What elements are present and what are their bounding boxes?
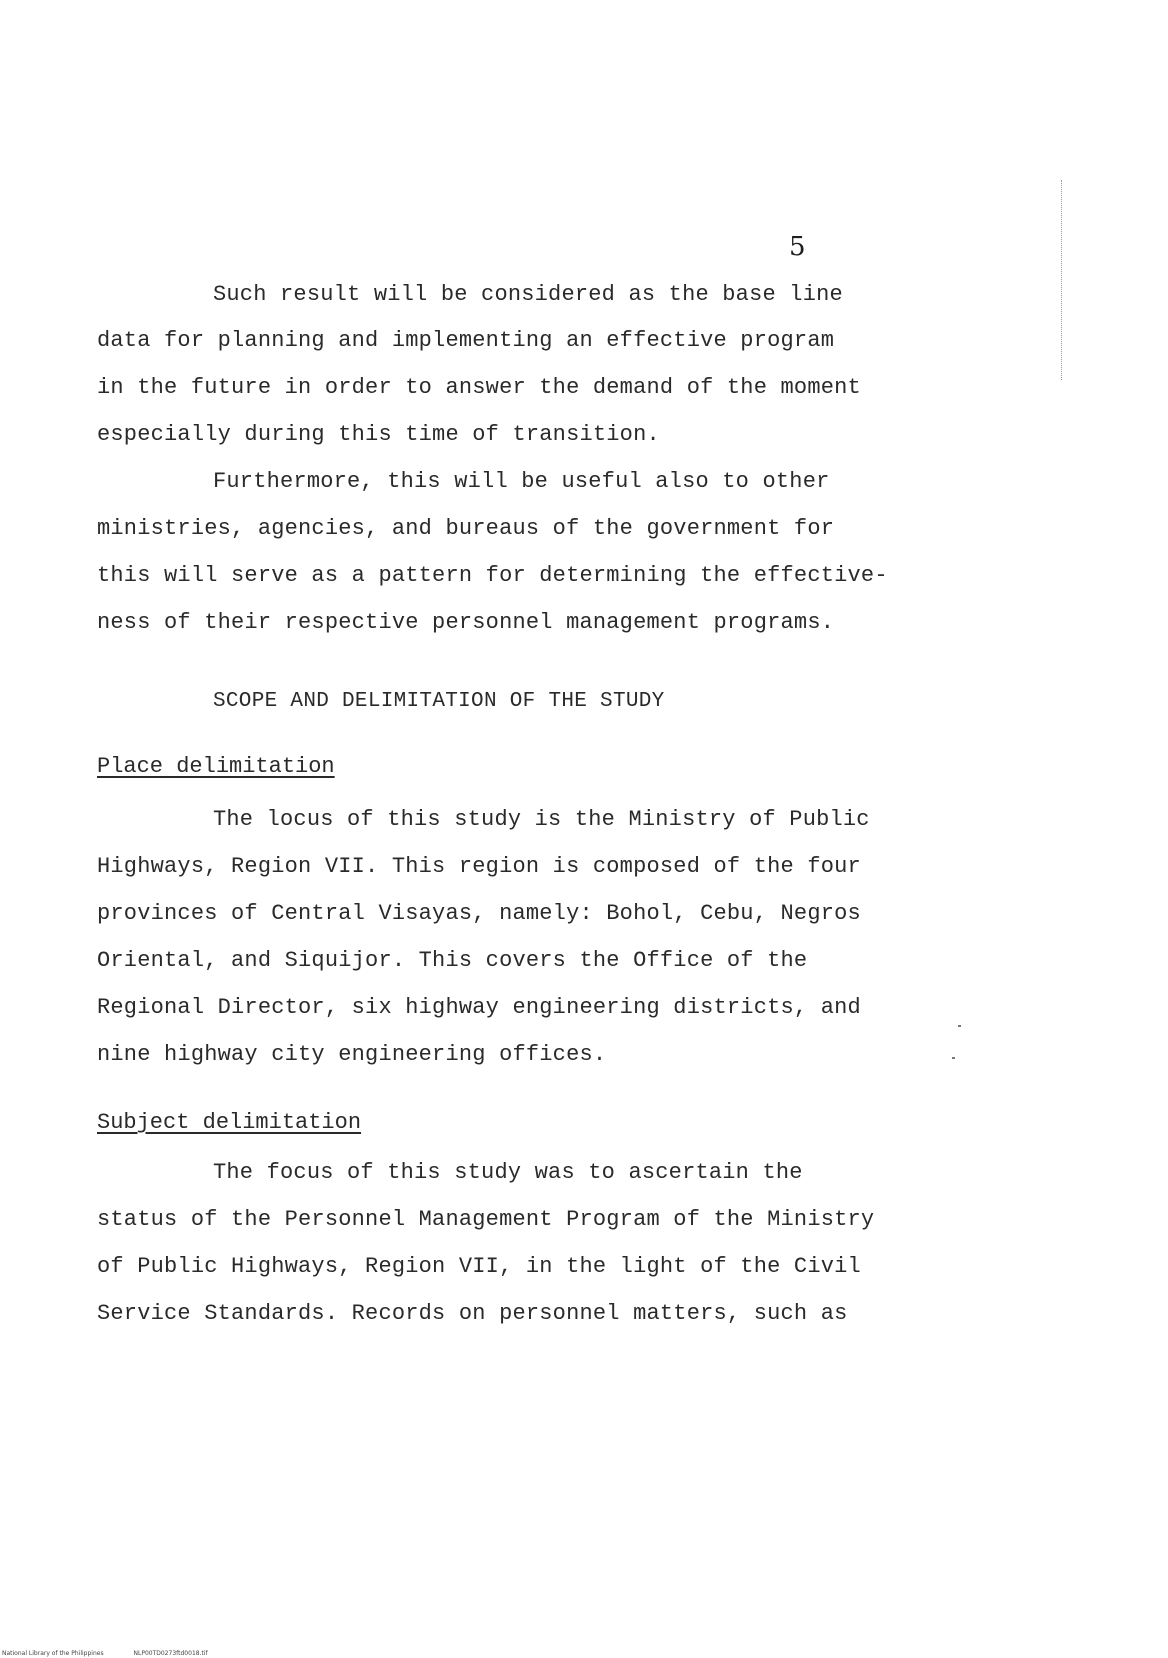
paragraph1-line: Such result will be considered as the base line: [213, 282, 843, 307]
footer-library: National Library of the Philippines: [2, 1650, 104, 1657]
place-delimitation-line: The locus of this study is the Ministry of Public: [213, 807, 870, 832]
place-delimitation-title: Place delimitation: [97, 754, 335, 779]
subject-delimitation-title: Subject delimitation: [97, 1110, 362, 1135]
paragraph2-line: Furthermore, this will be useful also to other: [213, 469, 830, 494]
paragraph1-line: especially during this time of transition.: [97, 422, 660, 447]
place-delimitation-line: Regional Director, six highway engineering districts, and: [97, 995, 861, 1020]
scan-speck: [958, 1025, 961, 1027]
page-number: 5: [789, 232, 806, 262]
place-delimitation-line: Highways, Region VII. This region is composed of the four: [97, 854, 861, 879]
paragraph2-line: ness of their respective personnel management programs.: [97, 610, 835, 635]
subject-delimitation-line: The focus of this study was to ascertain the: [213, 1160, 803, 1185]
footer-file: NLP00TD0273ftd0018.tif: [133, 1650, 208, 1657]
scan-speck: [952, 1057, 955, 1059]
subject-delimitation-line: of Public Highways, Region VII, in the light of the Civil: [97, 1254, 861, 1279]
scan-artifact-dots: [1061, 180, 1064, 380]
paragraph2-line: this will serve as a pattern for determining the effective-: [97, 563, 888, 588]
place-delimitation-line: provinces of Central Visayas, namely: Bohol, Cebu, Negros: [97, 901, 861, 926]
paragraph1-line: in the future in order to answer the demand of the moment: [97, 375, 861, 400]
subject-delimitation-line: status of the Personnel Management Program of the Ministry: [97, 1207, 875, 1232]
subject-delimitation-line: Service Standards. Records on personnel matters, such as: [97, 1301, 848, 1326]
paragraph1-line: data for planning and implementing an effective program: [97, 328, 835, 353]
paragraph2-line: ministries, agencies, and bureaus of the government for: [97, 516, 835, 541]
section-heading: SCOPE AND DELIMITATION OF THE STUDY: [213, 690, 665, 713]
place-delimitation-line: nine highway city engineering offices.: [97, 1042, 607, 1067]
scan-footer: [2, 1650, 236, 1657]
place-delimitation-line: Oriental, and Siquijor. This covers the Office of the: [97, 948, 808, 973]
